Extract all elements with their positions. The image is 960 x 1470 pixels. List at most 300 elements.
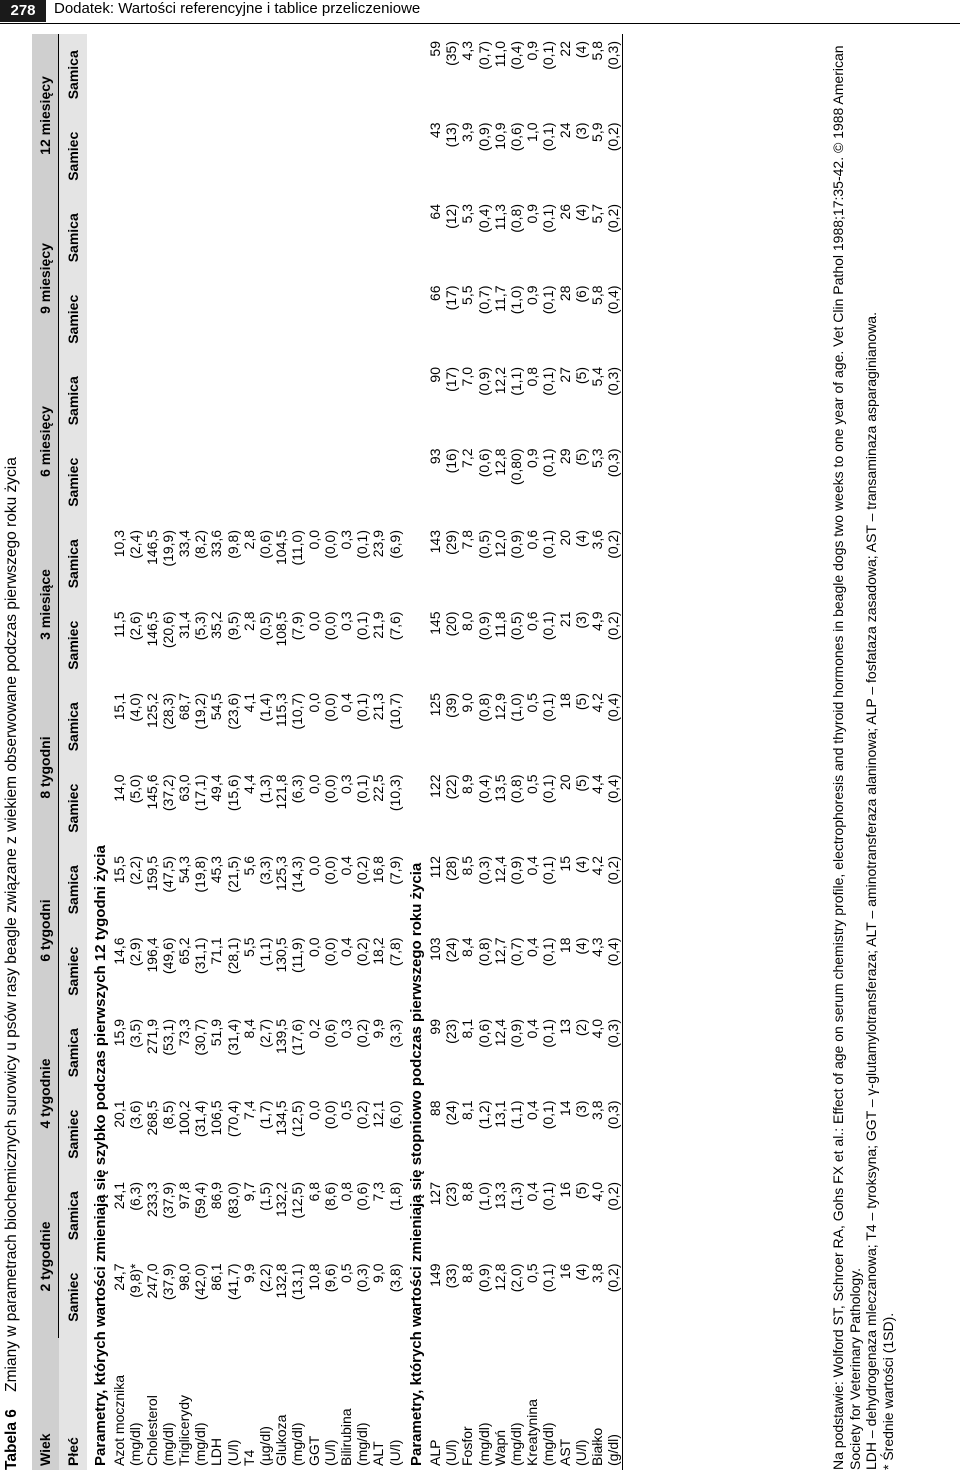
value-cell: (9,8)	[224, 530, 241, 559]
value-cell: (4)	[572, 856, 589, 874]
value-cell: (0,1)	[354, 530, 371, 559]
value-cell: 18	[556, 693, 573, 709]
value-cell: 66	[427, 285, 444, 302]
value-cell: 15,1	[111, 693, 128, 721]
value-cell	[306, 34, 322, 116]
age-group-header: 6 tygodni	[32, 849, 59, 1012]
value-cell	[387, 197, 403, 279]
value-cell: 86,9	[208, 1182, 225, 1210]
value-cell: (1,1)	[508, 367, 525, 396]
value-cell: (0,9)	[508, 530, 525, 559]
value-cell: 99	[427, 1019, 444, 1035]
value-cell: (0,1)	[540, 937, 557, 967]
value-cell: (0,1)	[540, 530, 557, 559]
value-cell: 11,8	[491, 611, 508, 638]
value-cell: (0,0)	[321, 693, 338, 722]
value-cell: (0,9)	[475, 1263, 492, 1293]
value-cell: 28	[556, 285, 573, 302]
sex-label-header: Samiec	[59, 768, 88, 850]
value-cell: (3,3)	[386, 1019, 403, 1048]
value-cell	[144, 197, 160, 279]
value-cell: 127	[427, 1182, 444, 1206]
page-header	[0, 0, 960, 22]
value-cell	[387, 116, 403, 198]
value-cell	[111, 279, 127, 361]
value-cell: (0,1)	[354, 611, 371, 641]
value-cell	[208, 360, 224, 442]
value-cell: (0,1)	[540, 1182, 557, 1211]
value-cell: (7,9)	[289, 611, 306, 641]
value-cell: (12,5)	[289, 1182, 306, 1219]
value-cell: (1,3)	[257, 774, 274, 804]
value-cell: 68,7	[176, 693, 193, 721]
value-cell: (5)	[572, 693, 589, 711]
sex-label-header: Samiec	[59, 605, 88, 687]
value-cell: 13,1	[491, 1100, 508, 1128]
value-cell: (0,2)	[354, 856, 371, 885]
value-cell: (2,9)	[127, 937, 144, 967]
parameter-label: LDH	[208, 1437, 225, 1466]
value-cell: 132,8	[273, 1263, 290, 1299]
value-cell: (3)	[572, 611, 589, 629]
value-cell: (0,6)	[321, 1019, 338, 1048]
value-cell: (8,2)	[192, 530, 209, 559]
footnote-source: Na podstawie: Wolford ST, Schroer RA, Gohs FX et al.: Effect of age on serum chemistry profile, electrophoresis and thyroid hormones in beagle dogs two weeks to one year of age. Vet Clin Pathol 1988;17:35-42. © 1988 American Society for Veterinary Pathology.	[830, 45, 863, 1470]
table-row	[322, 34, 338, 1470]
value-cell: 16	[556, 1182, 573, 1198]
age-group-header: 2 tygodnie	[32, 1175, 59, 1338]
value-cell	[127, 360, 143, 442]
reference-table	[32, 34, 625, 1470]
section-header-row	[403, 34, 427, 1470]
value-cell: 196,4	[143, 937, 160, 973]
value-cell: (0,4)	[508, 41, 525, 70]
value-cell: (23,6)	[224, 693, 241, 730]
value-cell	[354, 116, 370, 198]
value-cell: (7,6)	[386, 611, 403, 641]
value-cell: 14,6	[111, 937, 128, 965]
value-cell: 8,0	[459, 611, 476, 631]
value-cell: 122	[427, 774, 444, 798]
section-title: Parametry, których wartości zmieniają się stopniowo podczas pierwszego roku życia	[407, 862, 425, 1466]
value-cell: 6,8	[305, 1182, 322, 1202]
table-row	[225, 34, 241, 1470]
value-cell: 0,3	[338, 611, 355, 631]
value-cell: 0,4	[338, 937, 355, 957]
value-cell	[289, 197, 305, 279]
value-cell: 23,9	[370, 530, 387, 558]
value-cell: 18,2	[370, 937, 387, 965]
table-row	[273, 34, 289, 1470]
value-cell: (47,5)	[159, 856, 176, 893]
value-cell: 16,8	[370, 856, 387, 884]
parameter-label: Cholesterol	[143, 1395, 160, 1466]
value-cell: 8,5	[459, 856, 476, 876]
value-cell	[241, 197, 257, 279]
age-group-header: 3 miesiące	[32, 523, 59, 686]
value-cell: 21,9	[370, 611, 387, 639]
sex-label-header: Samica	[59, 197, 88, 279]
parameter-label: (mg/dl)	[354, 1422, 371, 1466]
value-cell: 0,4	[524, 856, 541, 876]
value-cell: 3,9	[459, 122, 476, 142]
value-cell: (0,1)	[540, 693, 557, 722]
sex-label-header: Samica	[59, 1012, 88, 1094]
table-bottom-rule	[622, 34, 625, 1470]
value-cell	[257, 442, 273, 524]
parameter-label: Kreatynina	[524, 1399, 541, 1466]
value-cell	[127, 279, 143, 361]
value-cell: 0,0	[305, 937, 322, 957]
value-cell: 0,4	[524, 1182, 541, 1202]
value-cell	[111, 442, 127, 524]
value-cell: (0,4)	[475, 774, 492, 804]
value-cell: 4,1	[240, 693, 257, 713]
value-cell: 12,2	[491, 367, 508, 395]
value-cell: (2,7)	[257, 1019, 274, 1048]
value-cell: (19,8)	[192, 856, 209, 893]
value-cell: 0,5	[524, 1263, 541, 1283]
value-cell: (0,0)	[321, 611, 338, 641]
value-cell: (0,8)	[475, 693, 492, 722]
value-cell: (0,2)	[605, 856, 622, 885]
value-cell: (5)	[572, 367, 589, 385]
value-cell: 5,5	[240, 937, 257, 957]
value-cell: (0,6)	[508, 122, 525, 152]
value-cell	[322, 442, 338, 524]
age-group-header: 6 miesięcy	[32, 360, 59, 523]
sex-label-header: Samiec	[59, 931, 88, 1013]
value-cell	[176, 442, 192, 524]
value-cell	[387, 442, 403, 524]
value-cell: (11,9)	[289, 937, 306, 974]
value-cell: 4,9	[589, 611, 606, 631]
value-cell: (0,2)	[354, 1100, 371, 1130]
table-caption-text: Zmiany w parametrach biochemicznych surowicy u psów rasy beagle związane z wiekiem obserwowane podczas pierwszego roku życia	[3, 457, 20, 1392]
parameter-label: (U/l)	[443, 1439, 460, 1466]
parameter-label: (U/l)	[321, 1439, 338, 1466]
parameter-label: (mg/dl)	[159, 1422, 176, 1466]
value-cell: (0,1)	[540, 122, 557, 152]
value-cell: (0,4)	[605, 693, 622, 722]
value-cell: (0,2)	[605, 611, 622, 641]
value-cell: (13)	[443, 122, 460, 148]
parameter-label: T4	[240, 1449, 257, 1466]
value-cell: (0,0)	[321, 937, 338, 967]
table-row	[605, 34, 622, 1470]
parameter-label: GGT	[305, 1435, 322, 1466]
value-cell: 130,5	[273, 937, 290, 973]
value-cell: 8,4	[459, 937, 476, 957]
parameter-label: ALP	[427, 1439, 444, 1466]
value-cell: 0,3	[338, 1019, 355, 1039]
value-cell: (0,2)	[354, 937, 371, 967]
sex-label-header: Samica	[59, 849, 88, 931]
value-cell	[322, 34, 338, 116]
value-cell: (0,2)	[605, 204, 622, 233]
value-cell: 9,0	[459, 693, 476, 713]
value-cell: 271,9	[143, 1019, 160, 1055]
value-cell: (0,1)	[540, 1019, 557, 1048]
value-cell: (0,7)	[475, 41, 492, 70]
parameter-label: (U/l)	[386, 1439, 403, 1466]
value-cell: (0,2)	[605, 1182, 622, 1211]
value-cell: 31,4	[176, 611, 193, 639]
value-cell: (31,4)	[192, 1100, 209, 1138]
value-cell	[160, 34, 176, 116]
value-cell: (0,9)	[508, 1019, 525, 1048]
age-group-header: 8 tygodni	[32, 686, 59, 849]
value-cell: (3,5)	[127, 1019, 144, 1048]
value-cell	[241, 360, 257, 442]
value-cell: 20	[556, 530, 573, 546]
value-cell: (11,0)	[289, 530, 306, 566]
value-cell: (1,1)	[508, 1100, 525, 1130]
value-cell	[354, 279, 370, 361]
value-cell: 5,9	[589, 122, 606, 142]
value-cell: (10,7)	[289, 693, 306, 730]
table-row	[427, 34, 443, 1470]
value-cell	[257, 34, 273, 116]
table-row	[160, 34, 176, 1470]
value-cell	[289, 360, 305, 442]
value-cell: 13,5	[491, 774, 508, 802]
value-cell: 5,6	[240, 856, 257, 876]
value-cell: 4,2	[589, 693, 606, 713]
value-cell: (5)	[572, 774, 589, 792]
value-cell: 15,9	[111, 1019, 128, 1047]
table-row	[540, 34, 556, 1470]
value-cell: (15,6)	[224, 774, 241, 812]
value-cell: 11,3	[491, 204, 508, 231]
value-cell: 0,5	[524, 774, 541, 794]
rotated-table-block	[0, 34, 960, 1470]
value-cell: 49,4	[208, 774, 225, 802]
value-cell: 51,9	[208, 1019, 225, 1047]
value-cell: 146,5	[143, 530, 160, 566]
value-cell: (20,6)	[159, 611, 176, 649]
value-cell	[338, 34, 354, 116]
value-cell: (9,6)	[321, 1263, 338, 1293]
value-cell: 233,3	[143, 1182, 160, 1218]
value-cell: 14,0	[111, 774, 128, 802]
value-cell: 33,6	[208, 530, 225, 558]
value-cell: (1,0)	[475, 1182, 492, 1211]
value-cell: (23)	[443, 1182, 460, 1207]
value-cell: 14	[556, 1100, 573, 1117]
footnote-abbreviations: LDH – dehydrogenaza mleczanowa; T4 – tyroksyna; GGT – γ-glutamylotransferaza; ALT – aminotransferaza alaninowa; ALP – fosfataza zasadowa; AST – transaminaza asparaginianowa.	[863, 312, 879, 1470]
parameter-label: Fosfor	[459, 1426, 476, 1466]
value-cell: 24,1	[111, 1182, 128, 1210]
value-cell: (8,6)	[321, 1182, 338, 1211]
value-cell: (3)	[572, 1100, 589, 1118]
value-cell	[225, 34, 241, 116]
value-cell	[338, 197, 354, 279]
section-title: Parametry, których wartości zmieniają się szybko podczas pierwszych 12 tygodni życia	[92, 845, 109, 1466]
value-cell: 26	[556, 204, 573, 220]
value-cell	[273, 116, 289, 198]
value-cell: (3,8)	[386, 1263, 403, 1293]
value-cell: (49,6)	[159, 937, 176, 975]
value-cell: 10,3	[111, 530, 128, 558]
value-cell: 5,4	[589, 367, 606, 387]
value-cell	[160, 442, 176, 524]
sex-label-header: Samica	[59, 360, 88, 442]
value-cell: 0,0	[305, 1100, 322, 1120]
value-cell: (12)	[443, 204, 460, 229]
value-cell: 0,4	[524, 1100, 541, 1120]
table-row	[127, 34, 143, 1470]
value-cell: 0,5	[524, 693, 541, 713]
sex-label-header: Samiec	[59, 1094, 88, 1176]
table-row	[306, 34, 322, 1470]
value-cell	[208, 442, 224, 524]
value-cell: 0,9	[524, 41, 541, 61]
value-cell: 15,5	[111, 856, 128, 884]
value-cell: 73,3	[176, 1019, 193, 1047]
value-cell: 103	[427, 937, 444, 961]
value-cell: (16)	[443, 448, 460, 474]
value-cell: 0,8	[338, 1182, 355, 1202]
value-cell: 22	[556, 41, 573, 57]
value-cell: (1,0)	[508, 693, 525, 722]
parameter-label: (µg/dl)	[257, 1426, 274, 1466]
value-cell: 125,2	[143, 693, 160, 729]
value-cell: 9,0	[370, 1263, 387, 1283]
value-cell: (3)	[572, 122, 589, 140]
value-cell	[370, 116, 386, 198]
value-cell: 11,7	[491, 285, 508, 312]
value-cell: 54,5	[208, 693, 225, 721]
value-cell: (42,0)	[192, 1263, 209, 1301]
value-cell: (0,3)	[605, 367, 622, 396]
value-cell: 8,9	[459, 774, 476, 794]
header-rule	[0, 23, 960, 24]
table-row	[208, 34, 224, 1470]
table-row	[476, 34, 492, 1470]
value-cell: 108,5	[273, 611, 290, 647]
value-cell: (35)	[443, 41, 460, 66]
value-cell	[111, 116, 127, 198]
value-cell: 5,8	[589, 41, 606, 61]
table-row	[144, 34, 160, 1470]
sex-label-header: Samiec	[59, 116, 88, 198]
value-cell: 4,3	[459, 41, 476, 61]
value-cell: (1,4)	[257, 693, 274, 722]
parameter-label: (mg/dl)	[289, 1422, 306, 1466]
sex-header-row	[59, 34, 88, 1470]
table-row	[241, 34, 257, 1470]
value-cell: 10,9	[491, 122, 508, 150]
value-cell: (37,9)	[159, 1263, 176, 1301]
table-row	[557, 34, 573, 1470]
value-cell: 0,0	[305, 611, 322, 631]
value-cell: (2,2)	[127, 856, 144, 885]
value-cell: 0,6	[524, 611, 541, 631]
value-cell	[322, 279, 338, 361]
value-cell	[257, 116, 273, 198]
parameter-label: Wapń	[491, 1429, 508, 1466]
value-cell: (17,1)	[192, 774, 209, 812]
sex-label-header: Samiec	[59, 279, 88, 361]
value-cell: (37,2)	[159, 774, 176, 812]
value-cell: (41,7)	[224, 1263, 241, 1301]
value-cell: (0,9)	[475, 122, 492, 152]
value-cell: 145,6	[143, 774, 160, 810]
table-row	[338, 34, 354, 1470]
value-cell	[111, 34, 127, 116]
value-cell: 0,6	[524, 530, 541, 550]
value-cell: 8,1	[459, 1100, 476, 1120]
value-cell: 71,1	[208, 937, 225, 965]
value-cell: (0,1)	[540, 367, 557, 396]
table-row	[257, 34, 273, 1470]
value-cell	[338, 116, 354, 198]
value-cell: (0,3)	[475, 856, 492, 885]
value-cell: (1,8)	[386, 1182, 403, 1211]
value-cell: 8,1	[459, 1019, 476, 1039]
value-cell	[144, 442, 160, 524]
value-cell: (4)	[572, 1263, 589, 1281]
table-row	[459, 34, 475, 1470]
value-cell	[208, 116, 224, 198]
value-cell: (4,0)	[127, 693, 144, 722]
table-body	[87, 34, 625, 1470]
value-cell: (3,6)	[127, 1100, 144, 1130]
value-cell	[370, 442, 386, 524]
value-cell: (0,1)	[540, 448, 557, 478]
value-cell: 22,5	[370, 774, 387, 802]
value-cell: 21,3	[370, 693, 387, 721]
value-cell: 1,0	[524, 122, 541, 142]
value-cell	[241, 34, 257, 116]
value-cell: 20	[556, 774, 573, 791]
value-cell	[370, 197, 386, 279]
value-cell: (0,7)	[475, 285, 492, 315]
value-cell	[192, 197, 208, 279]
value-cell: (14,3)	[289, 856, 306, 893]
value-cell	[160, 116, 176, 198]
table-row	[573, 34, 589, 1470]
value-cell: 0,4	[524, 937, 541, 957]
value-cell: (19,9)	[159, 530, 176, 567]
value-cell: 0,3	[338, 774, 355, 794]
age-header-row	[32, 34, 59, 1470]
value-cell: 12,4	[491, 1019, 508, 1047]
value-cell	[176, 197, 192, 279]
value-cell: (0,4)	[605, 285, 622, 315]
value-cell: (0,2)	[605, 530, 622, 559]
value-cell: 45,3	[208, 856, 225, 884]
value-cell: 90	[427, 367, 444, 383]
value-cell	[160, 197, 176, 279]
value-cell: 0,8	[524, 367, 541, 387]
value-cell: (19,2)	[192, 693, 209, 730]
value-cell: (23)	[443, 1019, 460, 1044]
value-cell	[387, 279, 403, 361]
value-cell	[273, 360, 289, 442]
value-cell	[225, 116, 241, 198]
value-cell: (31,1)	[192, 937, 209, 975]
value-cell: (2,0)	[508, 1263, 525, 1293]
section-header-row	[87, 34, 111, 1470]
parameter-label: Glukoza	[273, 1414, 290, 1466]
value-cell: 4,0	[589, 1019, 606, 1039]
value-cell: (1,2)	[475, 1100, 492, 1130]
value-cell: (5,3)	[192, 611, 209, 641]
value-cell	[241, 116, 257, 198]
value-cell: 27	[556, 367, 573, 383]
